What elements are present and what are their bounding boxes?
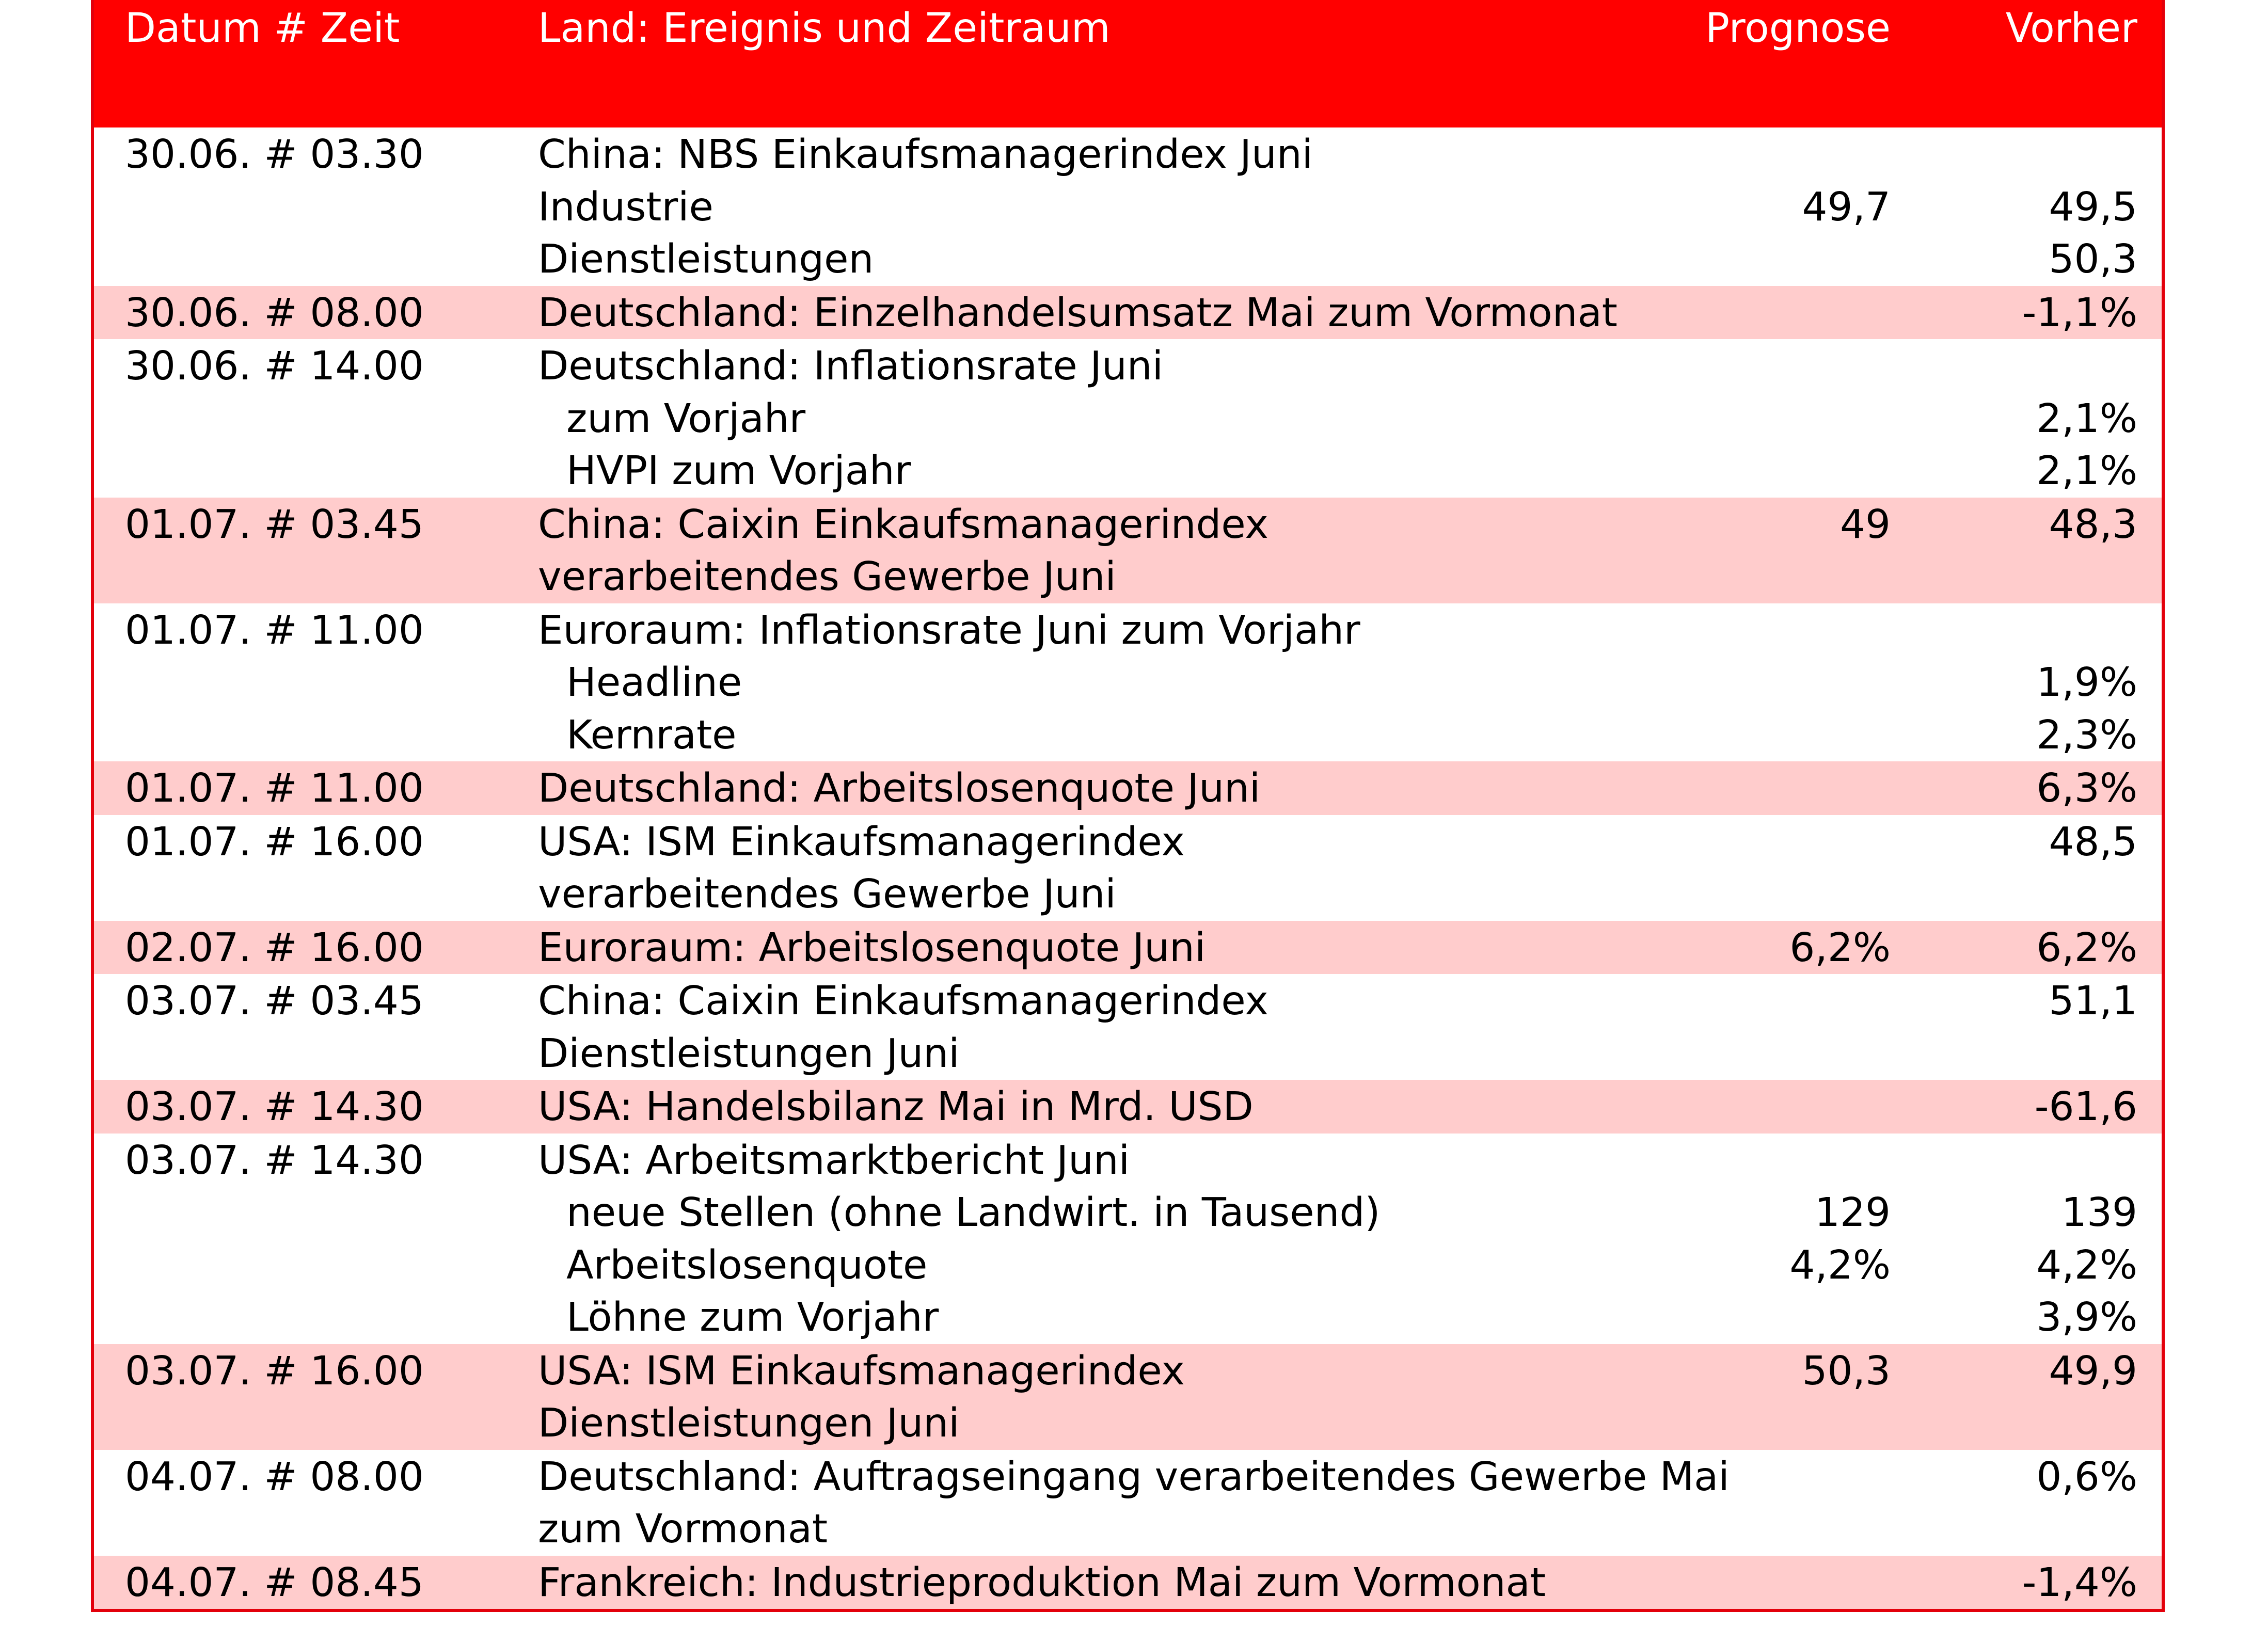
- row-line: [94, 445, 2162, 498]
- table-row: [94, 1080, 2162, 1134]
- forecast-value: 50,3: [1802, 1348, 1891, 1394]
- previous-value: 48,5: [2049, 819, 2137, 865]
- row-line: [94, 816, 2162, 869]
- event-description: China: Caixin Einkaufsmanagerindex: [538, 978, 1268, 1024]
- row-line: [94, 551, 2162, 603]
- row-line: [94, 868, 2162, 921]
- table-row: [94, 974, 2162, 1080]
- table-header: [94, 0, 2162, 127]
- table-row: [94, 603, 2162, 762]
- previous-value: -1,4%: [2022, 1559, 2137, 1606]
- forecast-value: 4,2%: [1789, 1242, 1891, 1288]
- row-line: [94, 393, 2162, 445]
- row-line: [94, 340, 2162, 393]
- table-row: [94, 1556, 2162, 1609]
- table-row: [94, 127, 2162, 286]
- event-description: Dienstleistungen: [538, 236, 874, 282]
- table-row: [94, 815, 2162, 921]
- event-description: Euroraum: Inflationsrate Juni zum Vorjahr: [538, 607, 1360, 653]
- previous-value: 49,9: [2049, 1348, 2137, 1394]
- event-date-time: 01.07. # 11.00: [125, 765, 424, 811]
- row-line: [94, 1557, 2162, 1609]
- event-description: Deutschland: Inflationsrate Juni: [538, 343, 1163, 389]
- row-line: [94, 1135, 2162, 1187]
- event-date-time: 01.07. # 03.45: [125, 501, 424, 548]
- event-date-time: 02.07. # 16.00: [125, 924, 424, 971]
- event-date-time: 04.07. # 08.45: [125, 1559, 424, 1606]
- table-row: [94, 921, 2162, 975]
- previous-value: 49,5: [2049, 184, 2137, 230]
- previous-value: 48,3: [2049, 501, 2137, 548]
- event-description: China: NBS Einkaufsmanagerindex Juni: [538, 132, 1313, 178]
- row-line: [94, 1081, 2162, 1134]
- event-description: Arbeitslosenquote: [566, 1242, 928, 1288]
- previous-value: 0,6%: [2036, 1454, 2137, 1500]
- previous-value: 2,1%: [2036, 448, 2137, 494]
- event-description: zum Vorjahr: [566, 395, 806, 442]
- previous-value: 50,3: [2049, 236, 2137, 282]
- event-description: Euroraum: Arbeitslosenquote Juni: [538, 924, 1206, 971]
- header-event: Land: Ereignis und Zeitraum: [538, 5, 1111, 52]
- event-description: HVPI zum Vorjahr: [566, 448, 911, 494]
- previous-value: -1,1%: [2022, 290, 2137, 336]
- forecast-value: 49: [1840, 501, 1891, 548]
- row-line: [94, 1503, 2162, 1556]
- row-line: [94, 975, 2162, 1028]
- previous-value: 4,2%: [2036, 1242, 2137, 1288]
- previous-value: 6,3%: [2036, 765, 2137, 811]
- previous-value: -61,6: [2034, 1084, 2137, 1130]
- event-description: Dienstleistungen Juni: [538, 1030, 960, 1077]
- row-line: [94, 604, 2162, 657]
- event-date-time: 04.07. # 08.00: [125, 1454, 424, 1500]
- row-line: [94, 922, 2162, 975]
- event-date-time: 30.06. # 08.00: [125, 290, 424, 336]
- previous-value: 1,9%: [2036, 660, 2137, 706]
- event-description: USA: ISM Einkaufsmanagerindex: [538, 1348, 1185, 1394]
- event-description: neue Stellen (ohne Landwirt. in Tausend): [566, 1190, 1381, 1236]
- forecast-value: 129: [1815, 1190, 1891, 1236]
- row-line: [94, 1345, 2162, 1398]
- row-line: [94, 233, 2162, 286]
- economic-calendar-table: [91, 0, 2165, 1612]
- event-description: China: Caixin Einkaufsmanagerindex: [538, 501, 1268, 548]
- table-row: [94, 1450, 2162, 1556]
- row-line: [94, 1291, 2162, 1344]
- event-description: zum Vormonat: [538, 1506, 828, 1552]
- event-date-time: 03.07. # 03.45: [125, 978, 424, 1024]
- event-description: Deutschland: Auftragseingang verarbeitendes Gewerbe Mai: [538, 1454, 1730, 1500]
- row-line: [94, 1187, 2162, 1239]
- event-description: USA: Handelsbilanz Mai in Mrd. USD: [538, 1084, 1254, 1130]
- table-row: [94, 761, 2162, 815]
- table-row: [94, 339, 2162, 498]
- event-description: Deutschland: Einzelhandelsumsatz Mai zum Vormonat: [538, 290, 1617, 336]
- event-date-time: 03.07. # 14.30: [125, 1084, 424, 1130]
- header-date-time: Datum # Zeit: [125, 5, 400, 52]
- row-line: [94, 1397, 2162, 1450]
- previous-value: 139: [2061, 1190, 2137, 1236]
- event-description: Löhne zum Vorjahr: [566, 1295, 939, 1340]
- row-line: [94, 1239, 2162, 1292]
- event-description: verarbeitendes Gewerbe Juni: [538, 554, 1116, 600]
- header-previous: Vorher: [2005, 5, 2137, 52]
- event-date-time: 01.07. # 11.00: [125, 607, 424, 653]
- event-date-time: 30.06. # 14.00: [125, 343, 424, 389]
- previous-value: 2,3%: [2036, 712, 2137, 758]
- event-date-time: 30.06. # 03.30: [125, 132, 424, 178]
- row-line: [94, 762, 2162, 815]
- event-description: Dienstleistungen Juni: [538, 1400, 960, 1446]
- event-description: Deutschland: Arbeitslosenquote Juni: [538, 765, 1261, 811]
- event-date-time: 03.07. # 16.00: [125, 1348, 424, 1394]
- event-description: Headline: [566, 660, 742, 706]
- previous-value: 3,9%: [2036, 1295, 2137, 1340]
- event-date-time: 01.07. # 16.00: [125, 819, 424, 865]
- row-line: [94, 499, 2162, 551]
- row-line: [94, 129, 2162, 181]
- forecast-value: 49,7: [1802, 184, 1891, 230]
- event-description: Industrie: [538, 184, 713, 230]
- forecast-value: 6,2%: [1789, 924, 1891, 971]
- event-description: verarbeitendes Gewerbe Juni: [538, 871, 1116, 917]
- previous-value: 6,2%: [2036, 924, 2137, 971]
- event-description: USA: Arbeitsmarktbericht Juni: [538, 1137, 1130, 1184]
- previous-value: 2,1%: [2036, 395, 2137, 442]
- row-line: [94, 1451, 2162, 1504]
- event-description: Frankreich: Industrieproduktion Mai zum Vormonat: [538, 1559, 1546, 1606]
- previous-value: 51,1: [2049, 978, 2137, 1024]
- row-line: [94, 709, 2162, 762]
- table-row: [94, 1134, 2162, 1344]
- event-description: USA: ISM Einkaufsmanagerindex: [538, 819, 1185, 865]
- row-line: [94, 181, 2162, 234]
- table-row: [94, 498, 2162, 603]
- event-description: Kernrate: [566, 712, 737, 758]
- table-row: [94, 286, 2162, 340]
- header-forecast: Prognose: [1705, 5, 1891, 52]
- row-line: [94, 657, 2162, 709]
- row-line: [94, 1028, 2162, 1080]
- table-row: [94, 1344, 2162, 1450]
- table-body: [94, 127, 2162, 1609]
- event-date-time: 03.07. # 14.30: [125, 1137, 424, 1184]
- row-line: [94, 287, 2162, 340]
